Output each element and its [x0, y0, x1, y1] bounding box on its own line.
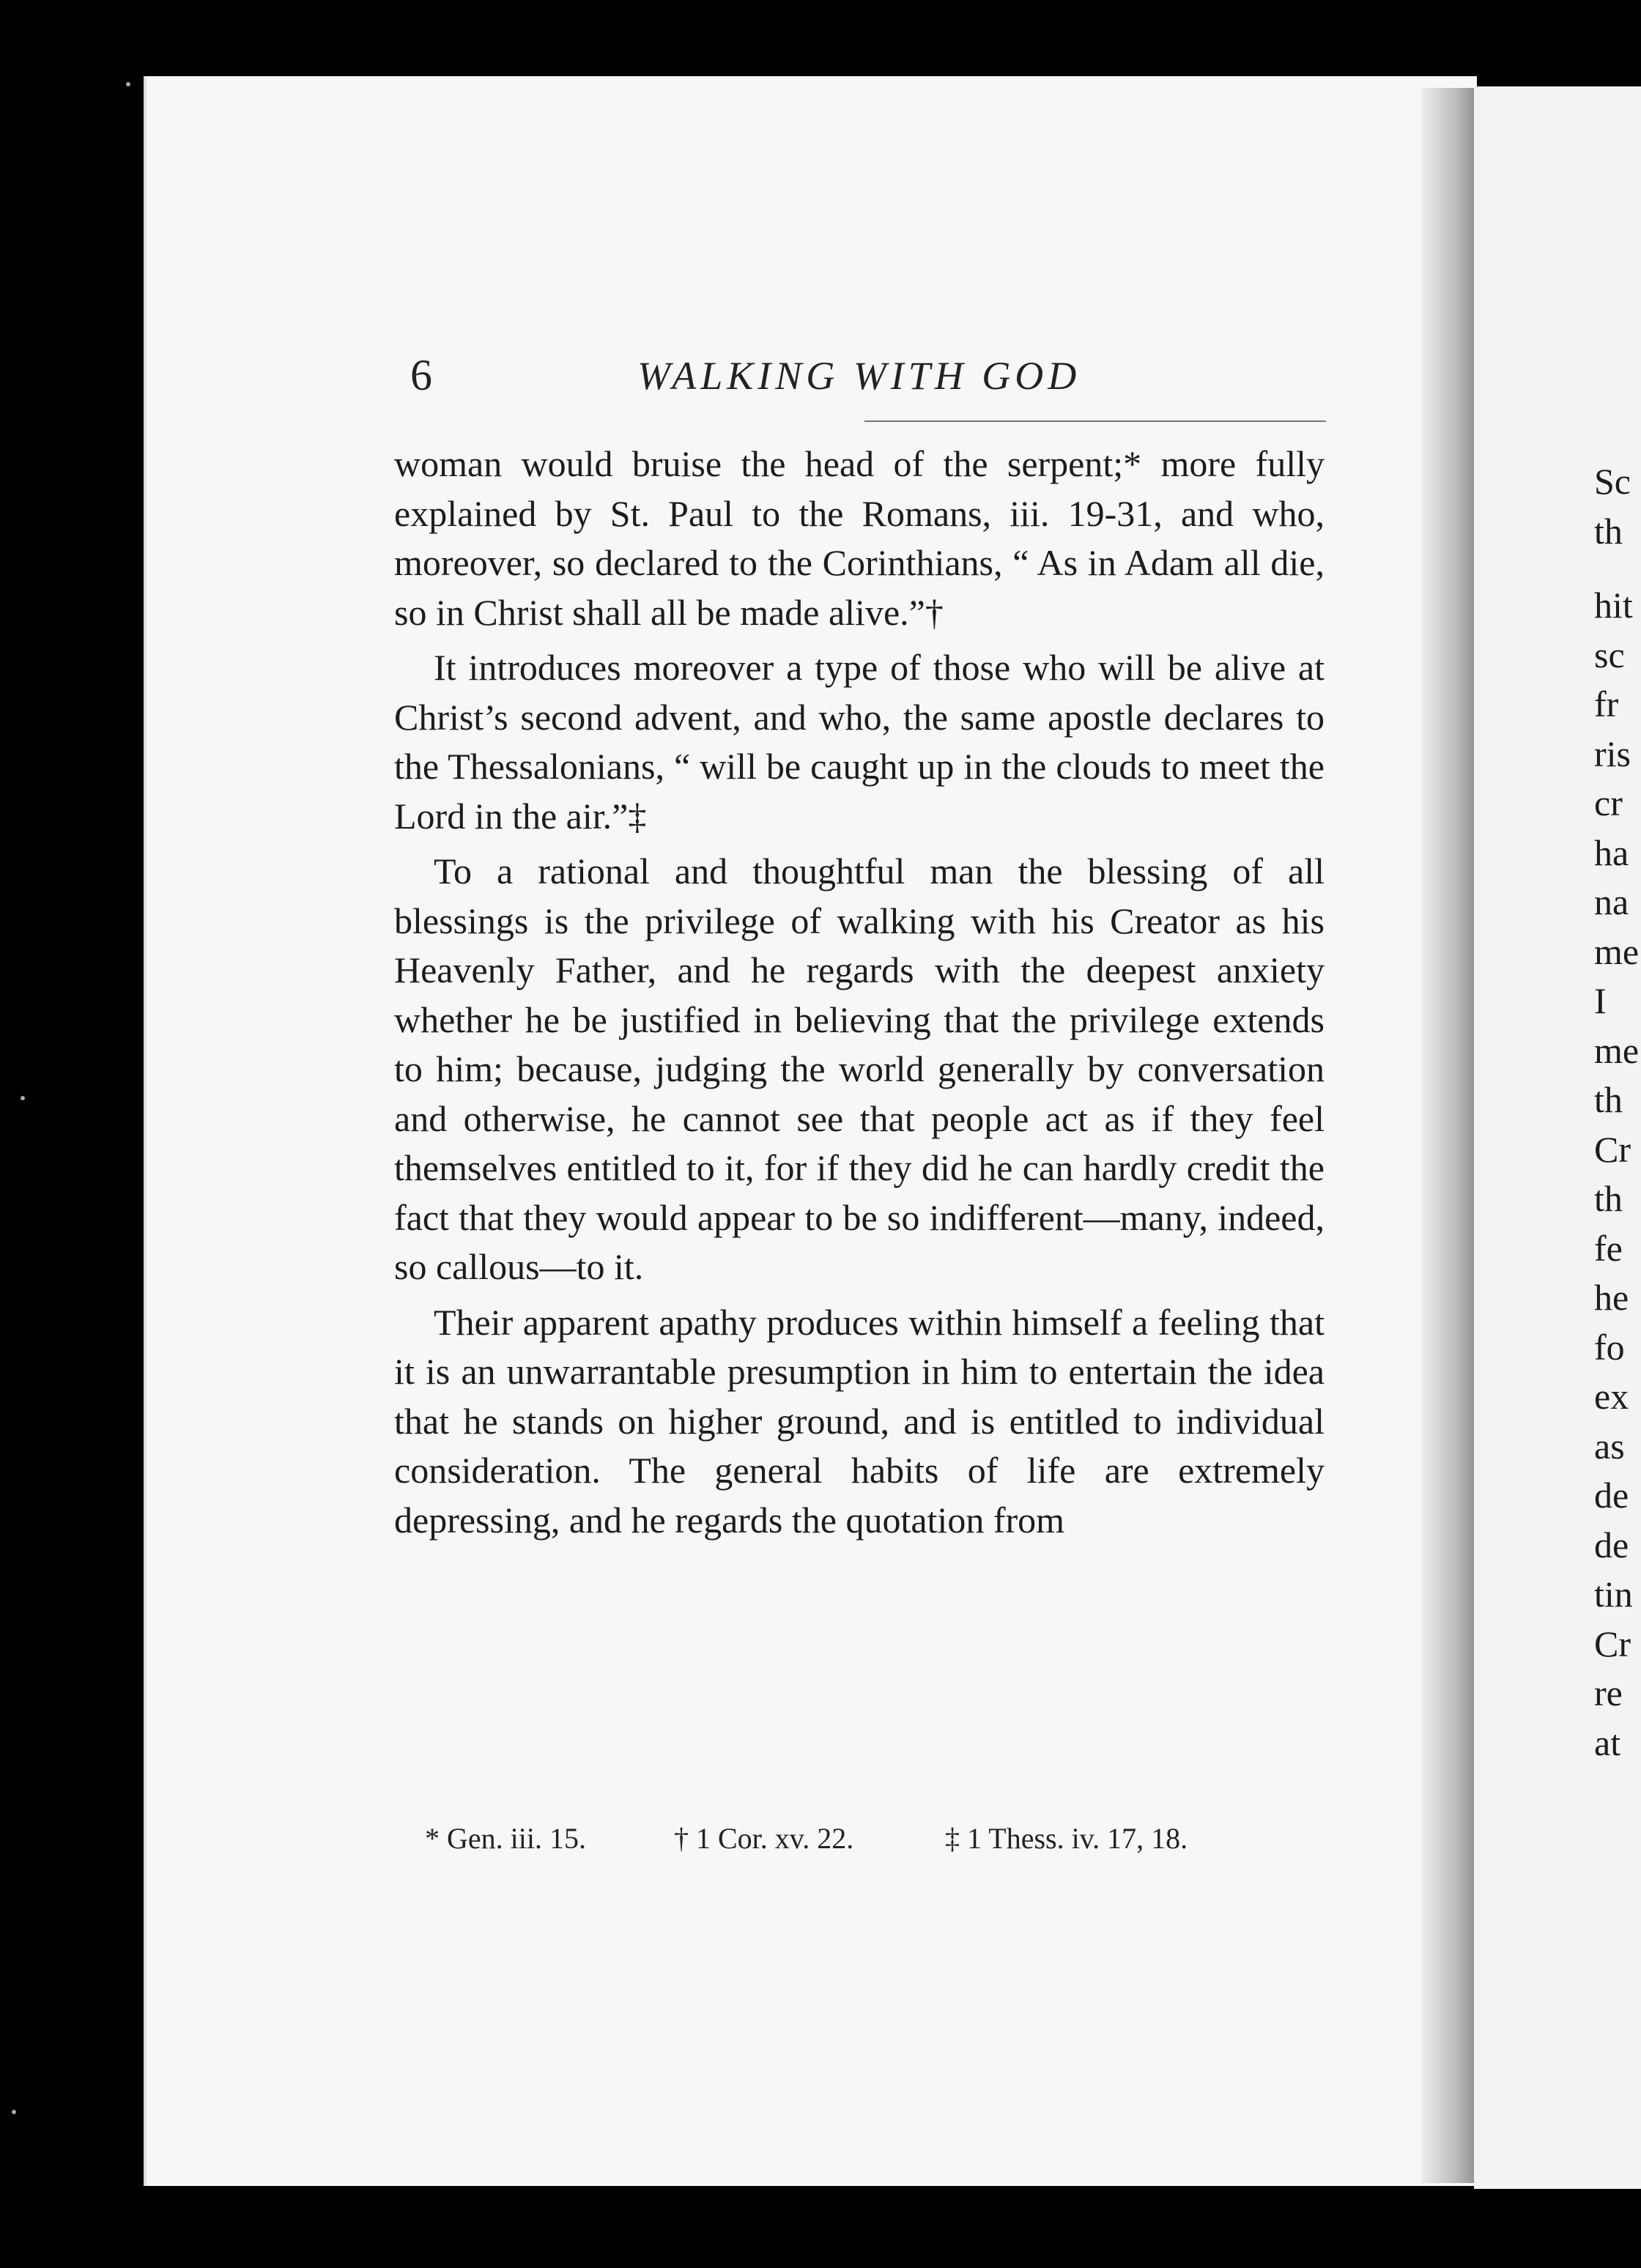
- facing-line: th: [1594, 510, 1623, 552]
- facing-line: Sc: [1594, 461, 1631, 502]
- scan-speck: [21, 1096, 25, 1100]
- running-title: WALKING WITH GOD: [637, 354, 1081, 398]
- facing-line: ris: [1594, 733, 1631, 774]
- facing-line: I: [1594, 980, 1607, 1021]
- facing-line: Cr: [1594, 1128, 1631, 1170]
- facing-line: tin: [1594, 1574, 1633, 1615]
- facing-line: fr: [1594, 683, 1619, 724]
- footnote-1: * Gen. iii. 15.: [425, 1822, 586, 1855]
- facing-line: ex: [1594, 1376, 1629, 1417]
- facing-line: me: [1594, 930, 1640, 972]
- facing-line: he: [1594, 1277, 1629, 1318]
- page-number: 6: [410, 351, 432, 399]
- facing-line: de: [1594, 1475, 1629, 1516]
- facing-line: sc: [1594, 634, 1625, 675]
- facing-line: hit: [1594, 585, 1633, 626]
- paragraph-4: Their apparent apathy produces within himself a feeling that it is an unwarrantable presumption in him to entertain the idea that he stands on higher ground, and is entitled to individual consideration. The general habits of life are extremely depressing, and he regards the quotation from: [394, 1301, 1325, 1541]
- facing-line: as: [1594, 1425, 1625, 1467]
- running-head: [410, 350, 1326, 416]
- facing-line: Cr: [1594, 1623, 1631, 1664]
- scan-speck: [126, 82, 130, 86]
- scan-speck: [12, 2110, 16, 2114]
- facing-line: na: [1594, 881, 1629, 922]
- facing-line: me: [1594, 1029, 1640, 1071]
- paragraph-2: It introduces moreover a type of those who will be alive at Christ’s second advent, and who, the same apostle declares to the Thessalonians, “ will be caught up in the clouds to meet the Lord in the air.”‡: [394, 647, 1325, 837]
- paragraph-3: To a rational and thoughtful man the blessing of all blessings is the privilege of walking with his Creator as his Heavenly Father, and he regards with the deepest anxiety whether he be justified in believing that the privilege extends to him; because, judging the world generally by conversation and otherwise, he cannot see that people act as if they feel themselves entitled to it, for if they did he can hardly credit the fact that they would appear to be so indifferent—many, indeed, so callous—to it.: [394, 850, 1325, 1287]
- footnote-3: ‡ 1 Thess. iv. 17, 18.: [945, 1822, 1188, 1855]
- facing-page-text: [1594, 457, 1641, 1768]
- facing-line: at: [1594, 1722, 1621, 1763]
- paragraph-1: woman would bruise the head of the serpent;* more fully explained by St. Paul to the Romans, iii. 19-31, and who, moreover, so declared to the Corinthians, “ As in Adam all die, so in Christ shall all be made alive.”†: [394, 443, 1325, 633]
- footnote-2: † 1 Cor. xv. 22.: [674, 1822, 854, 1855]
- facing-line: fe: [1594, 1227, 1623, 1269]
- body-text: [394, 440, 1325, 1551]
- facing-line: cr: [1594, 782, 1623, 823]
- facing-line: th: [1594, 1079, 1623, 1120]
- facing-line: de: [1594, 1524, 1629, 1565]
- facing-line: re: [1594, 1672, 1623, 1713]
- header-rule: [864, 420, 1326, 422]
- facing-line: th: [1594, 1178, 1623, 1219]
- facing-line-gap: [1594, 556, 1641, 581]
- facing-line: ha: [1594, 831, 1629, 873]
- facing-line: fo: [1594, 1326, 1625, 1368]
- book-gutter: [1421, 88, 1480, 2183]
- footnotes: [425, 1821, 1304, 1865]
